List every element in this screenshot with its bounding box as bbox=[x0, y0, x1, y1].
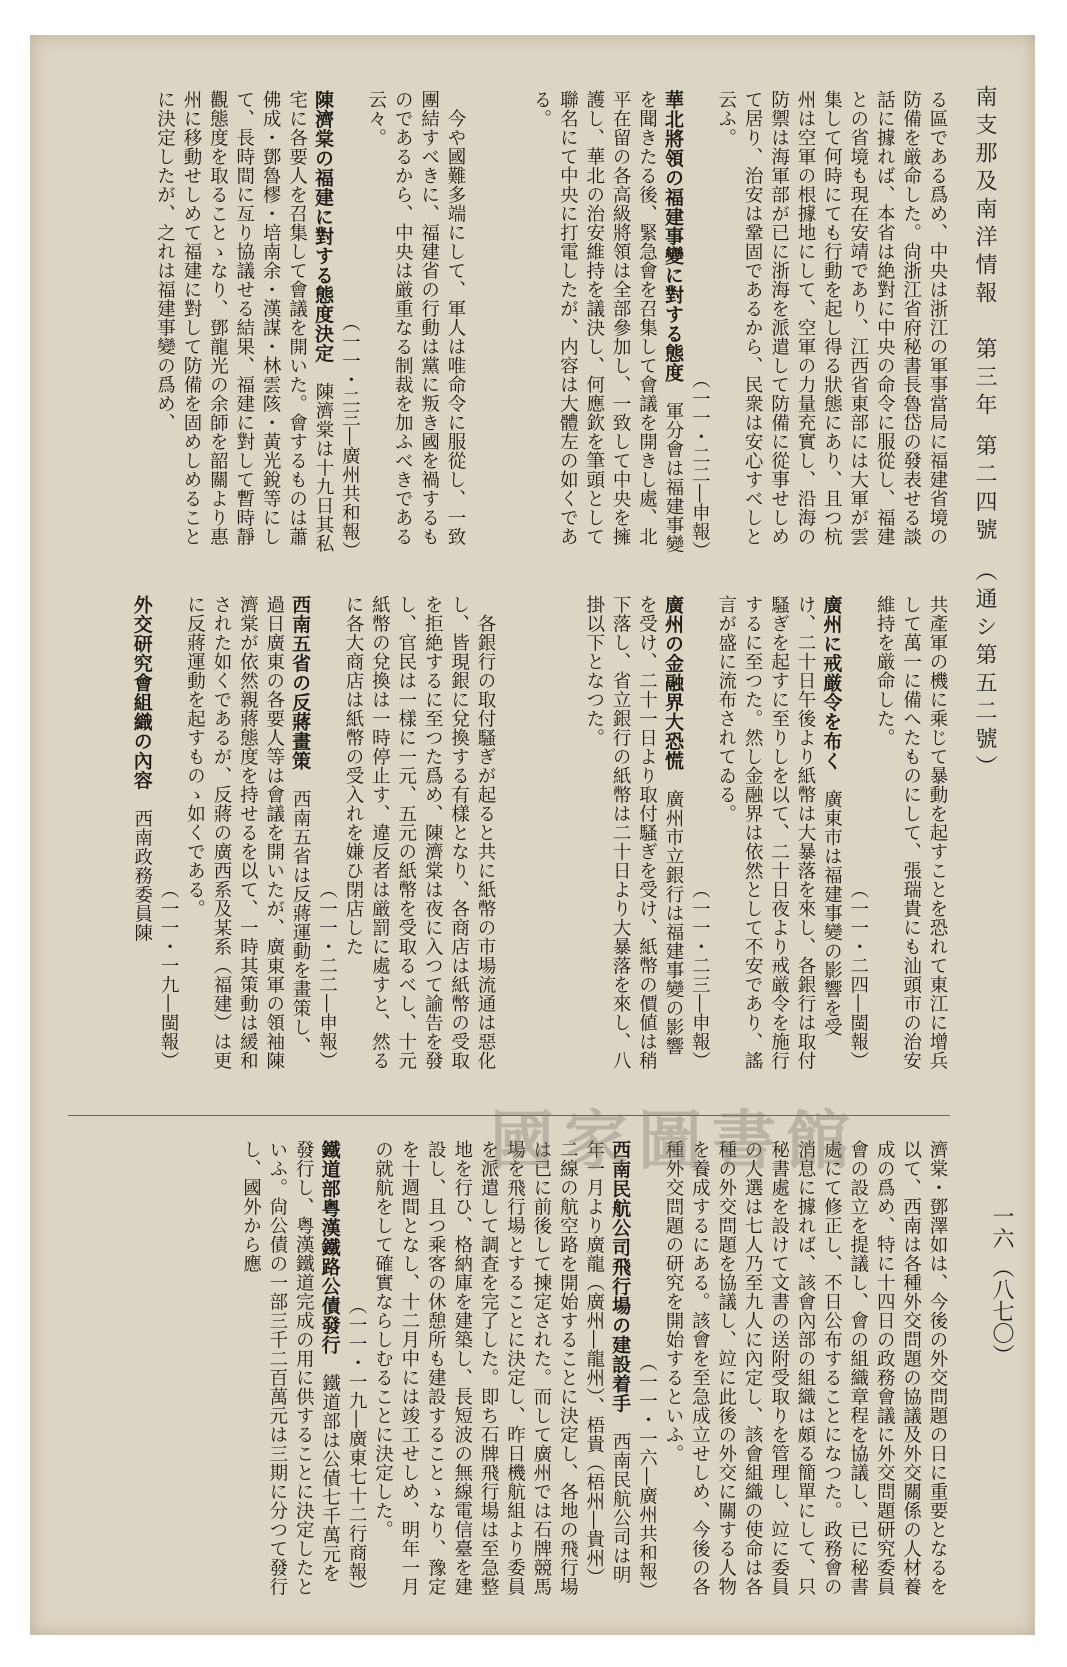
issue-number: 第三年 第二四號 （通シ第五二號） bbox=[972, 337, 997, 783]
article-diplomacy-text: 西南政務委員陳 bbox=[131, 809, 153, 942]
article-chen-heading: 陳濟棠の福建に對する態度決定 bbox=[311, 90, 334, 363]
document-page bbox=[30, 35, 1035, 1635]
article-huabei-text: 軍分會は福建事變を聞きたる後、緊急會を召集して會議を開きし處、北平在留の各高級將領は全部參加し、一致して中央を擁護し、華北の治安維持を議決し、何應欽を筆頭として聯名にて中央に打電したが、内容は大體左の如くである。 bbox=[530, 90, 684, 554]
article-panic-continued: 各銀行の取付騷ぎが起ると共に紙幣の市場流通は惡化し、皆現銀に兌換する有樣となり、各商店は紙幣の受取を拒絶するに至つた爲め、陳濟棠は夜に入つて諭告を發し、官民は一樣に一元、五元の紙幣を受取るべし、十元紙幣の兌換は一時停止す、違反者は厳罰に處すと、然るに各大商店は紙幣の受入れを嫌ひ閉店した bbox=[342, 595, 496, 1070]
article-southwest-heading: 西南五省の反蔣畫策 bbox=[289, 595, 312, 771]
article-panic-text: 廣州市立銀行は福建事變の影響を受け、二十一日より取付騷ぎを受け、紙幣の價値は稍下落し、省立銀行の紙幣は二十日より大暴落を來し、八掛以下となつた。 bbox=[583, 595, 684, 1070]
article-airfield-text: 西南民航公司は明年一月より廣龍（廣州―龍州）、梧貴（梧州―貴州）二線の航空路を開始することに決定し、各地の飛行場は已に前後して揀定された。而して廣州では石牌競馬場を飛行場とすることに決定し、昨日機航組より委員を派遣して調査を完了した。即ち石牌飛行場は至急整地を行ひ、格納庫を建築し、長短波の無線電信臺を建設し、且つ乘客の休憩所も建設することゝなり、豫定を十週間となし、十二月中には竣工せしめ、明年一月の就航をして確實ならしむることに決定した。 bbox=[372, 1140, 632, 1596]
article-martial-law-text: 廣東市は福建事變の影響を受け、二十日午後より紙幣は大暴落を來し、各銀行は取付騷ぎを起すに至りしを以て、二十日夜より戒厳令を施行するに至つた。然し金融界は依然として不安であり、謠言が盛に流布されてゐる。 bbox=[715, 595, 843, 1070]
middle-section bbox=[505, 595, 950, 1070]
section-divider bbox=[68, 1115, 950, 1116]
middle-section-left bbox=[68, 595, 498, 1070]
article-airfield-heading: 西南民航公司飛行場の建設着手 bbox=[609, 1140, 632, 1413]
top-section-left bbox=[68, 90, 468, 560]
article-diplomacy-continued: 濟棠・鄧澤如は、今後の外交問題の日に重要となるを以て、西南は各種外交問題の協議及外交關係の人材養成の爲め、特に十四日の政務會議に外交問題研究委員會の設立を提議し、會の組織章程を協議し、已に秘書處にて修正し、不日公布することになつた。政務會の消息に據れば、該會內部の組織は頗る簡單にして、只秘書處を設けて文書の送附受取りを管理し、竝に委員の人選は七人乃至九人に內定し、該會組織の使命は各種の外交問題を協議し、竝に此後の外交に關する人物を養成するにある。該會を至急成立せしめ、今後の各種外交問題の研究を開始するといふ。 bbox=[662, 1140, 948, 1596]
page-number: 一六 （八七〇） bbox=[989, 1205, 1014, 1366]
article-railway-text: 鐵道部は公債七千萬元を發行し、粤漢鐵道完成の用に供することに決定したといふ。尙公債の一部三千二百萬元は三期に分つて發行し、國外から應 bbox=[240, 1140, 341, 1596]
article-diplomacy-heading: 外交研究會組織の內容 bbox=[130, 595, 153, 790]
article-zhejiang-source: （一一・二二―申報） bbox=[689, 370, 711, 560]
article-huabei-quote: 今や國難多端にして、軍人は唯命令に服從し、一致團結すべきに、福建省の行動は黨に叛き國を禍するものであるから、中央は厳重なる制裁を加ふべきである云々。 bbox=[365, 90, 466, 546]
article-martial-law-source: （一一・二三―申報） bbox=[689, 880, 711, 1070]
journal-title: 南支那及南洋情報 bbox=[972, 85, 997, 309]
article-chen-text: 陳濟棠は十九日其私宅に各要人を召集して會議を開いた。會するものは蕭佛成・鄧魯樛・培南余・漢謀・林雲陔・黃光銳等にして、長時間に亙り協議せる結果、福建に對して暫時靜觀態度を取ることゝなり、鄧龍光の余師を韶關より惠州に移動せしめて福建に對して防備を固めしめることに決定したが、之れは福建事變の爲め、 bbox=[154, 90, 334, 553]
article-zhejiang-text: る區である爲め、中央は浙江の軍事當局に福建省境の防備を厳命した。尙浙江省府秘書長魯岱の發表せる談話に據れば、本省は絶對に中央の命令に服從し、福建との省境も現在安靖であり、江西省東部には大軍が雲集して何時にても行動を起し得る狀態にあり、且つ杭州は空軍の根據地にして、空軍の力量充實し、沿海の防禦は海軍部が已に浙海を派遣して防備に從事せしめて居り、治安は鞏固であるから、民衆は安心すべしと云ふ。 bbox=[715, 90, 948, 546]
article-airfield-source: （一一・一九―廣東七十二行商報） bbox=[346, 1296, 368, 1600]
article-chen-source: （一一・二四―閩報） bbox=[847, 880, 869, 1070]
article-huabei-heading: 華北將領の福建事變に對する態度 bbox=[661, 90, 684, 383]
article-panic-source: （一一・二二―申報） bbox=[316, 880, 338, 1070]
article-diplomacy-source: （一一・一六―廣州共和報） bbox=[636, 1353, 658, 1600]
bottom-section bbox=[70, 1140, 950, 1600]
library-watermark: 國家圖書館 bbox=[490, 1104, 860, 1179]
article-martial-law-heading: 廣州に戒厳令を布く bbox=[820, 595, 843, 771]
article-huabei-source: （一一・二三―廣州共和報） bbox=[339, 313, 361, 560]
article-chen-continued: 共產軍の機に乘じて暴動を起すことを恐れて東江に增兵して萬一に備へたものにして、張瑞貴にも汕頭市の治安維持を厳命した。 bbox=[874, 595, 948, 1070]
article-railway-heading: 鐵道部粤漢鐵路公債發行 bbox=[318, 1140, 341, 1355]
article-panic-heading: 廣州の金融界大恐慌 bbox=[661, 595, 684, 771]
article-southwest-source: （一一・一九―閩報） bbox=[158, 880, 180, 1070]
top-section bbox=[505, 90, 950, 560]
article-southwest-text: 西南五省は反蔣運動を畫策し、過日廣東の各要人等は會議を開いたが、廣東軍の領袖陳濟棠が依然親蔣態度を持せるを以て、一時其策動は緩和された如くであるが、反蔣の廣西系及某系（福建）は更に反蔣運動を起すものゝ如くである。 bbox=[184, 595, 312, 1070]
journal-header bbox=[971, 85, 997, 783]
